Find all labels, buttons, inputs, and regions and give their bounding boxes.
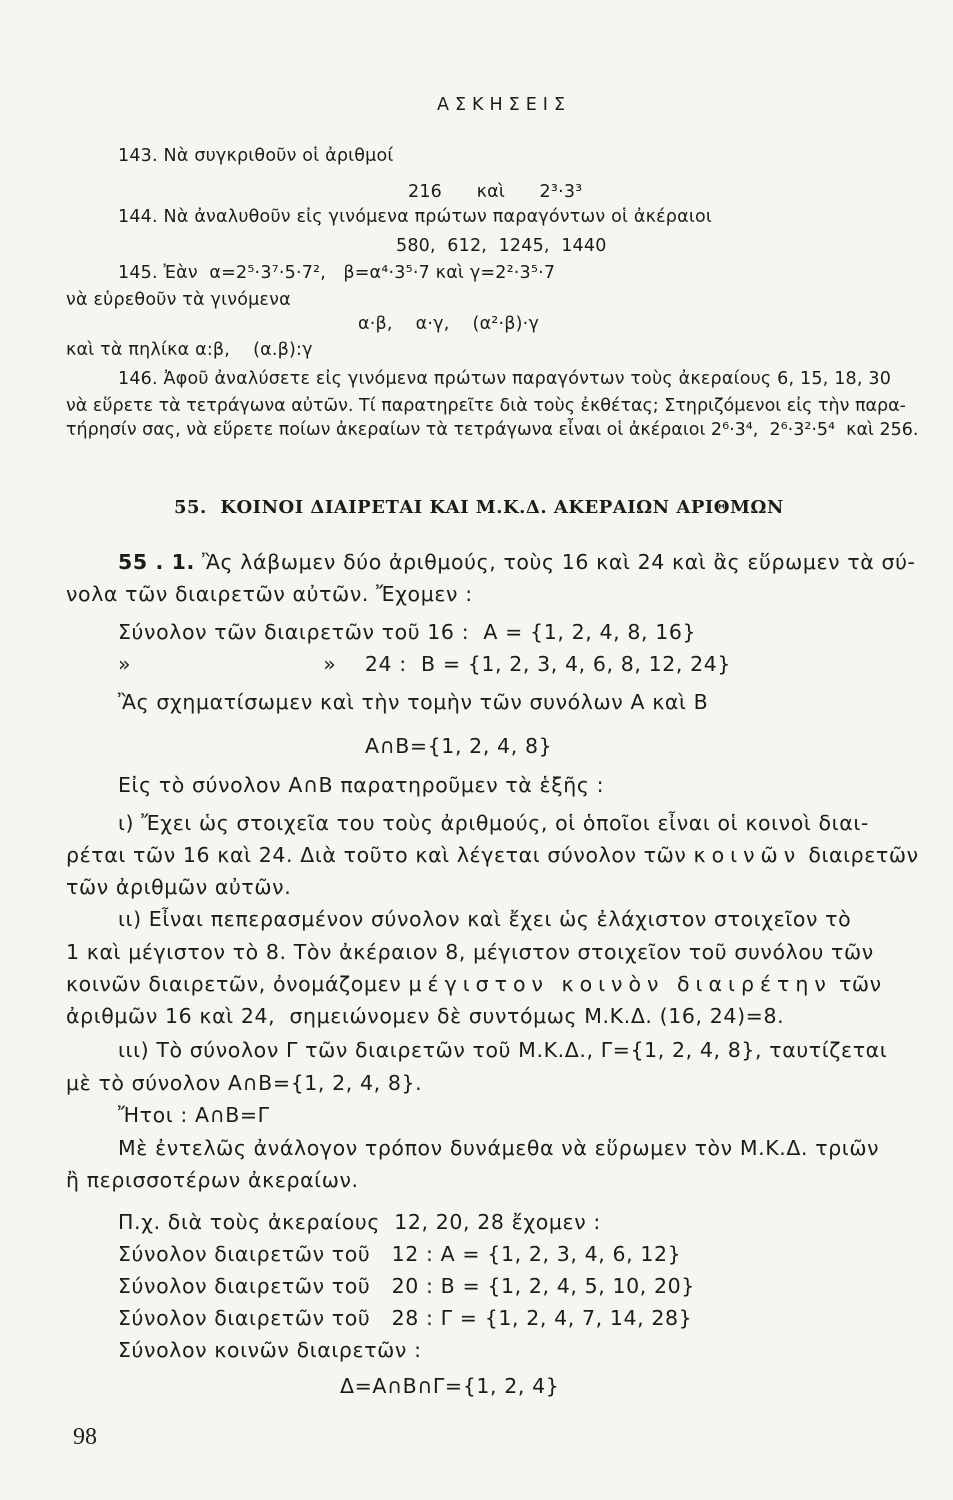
exercise-146-line1: 146. Ἀφοῦ ἀναλύσετε εἰς γινόμενα πρώτων παραγόντων τοὺς ἀκεραίους 6, 15, 18, 30 [118,369,892,389]
exercise-146-line3: τήρησίν σας, νὰ εὕρετε ποίων ἀκεραίων τὰ τετράγωνα εἶναι οἱ ἀκέραιοι 2⁶·3⁴, 2⁶·3²·5⁴ καὶ 256. [66,420,919,440]
item-1-line1: ι) Ἔχει ὡς στοιχεῖα του τοὺς ἀριθμούς, οἱ ὁποῖοι εἶναι οἱ κοινοὶ διαι- [118,811,869,835]
paragraph-intro-text: Ἂς λάβωμεν δύο ἀριθμούς, τοὺς 16 καὶ 24 καὶ ἂς εὕρωμεν τὰ σύ- [201,550,916,574]
section-heading: 55. ΚΟΙΝΟΙ ΔΙΑΙΡΕΤΑΙ ΚΑΙ Μ.Κ.Δ. ΑΚΕΡΑΙΩΝ ΑΡΙΘΜΩΝ [174,497,784,518]
item-1-line3: τῶν ἀριθμῶν αὐτῶν. [66,875,292,899]
general-line2: ἢ περισσοτέρων ἀκεραίων. [66,1168,359,1192]
exercise-145-line2: νὰ εὑρεθοῦν τὰ γινόμενα [66,290,291,310]
common-divisors-set: Δ=Α∩Β∩Γ={1, 2, 4} [340,1374,560,1398]
general-line1: Μὲ ἐντελῶς ἀνάλογον τρόπον δυνάμεθα νὰ εὕρωμεν τὸν Μ.Κ.Δ. τριῶν [118,1136,880,1160]
exercise-143-text: 143. Νὰ συγκριθοῦν οἱ ἀριθμοί [118,146,394,166]
exercise-146-line2: νὰ εὕρετε τὰ τετράγωνα αὐτῶν. Τί παρατηρεῖτε διὰ τοὺς ἐκθέτας; Στηριζόμενοι εἰς τὴν παρα- [66,396,906,416]
page-number: 98 [73,1424,97,1450]
exercise-145-line3: καὶ τὰ πηλίκα α:β, (α.β):γ [66,340,313,360]
item-2-line3-text: κοινῶν διαιρετῶν, ὀνομάζομεν [66,972,402,996]
common-term-spaced: κοινῶν [693,843,802,867]
exercise-144-text: 144. Νὰ ἀναλυθοῦν εἰς γινόμενα πρώτων παραγόντων οἱ ἀκέραιοι [118,207,712,227]
conclusion: Ἤτοι : Α∩Β=Γ [118,1103,270,1127]
paragraph-intro-line2: νολα τῶν διαιρετῶν αὐτῶν. Ἔχομεν : [66,582,473,606]
gcd-term-spaced: μέγιστον κοινὸν διαιρέτην [408,972,832,996]
item-2-line1: ιι) Εἶναι πεπερασμένον σύνολον καὶ ἔχει ὡς ἐλάχιστον στοιχεῖον τὸ [118,907,852,931]
item-2-line3-end: τῶν [838,972,882,996]
divisors-set-16: Σύνολον τῶν διαιρετῶν τοῦ 16 : Α = {1, 2, 4, 8, 16} [118,620,697,644]
paragraph-intro-line1 [118,550,916,574]
common-divisors-label: Σύνολον κοινῶν διαιρετῶν : [118,1338,422,1362]
item-3-line1: ιιι) Τὸ σύνολον Γ τῶν διαιρετῶν τοῦ Μ.Κ.Δ., Γ={1, 2, 4, 8}, ταυτίζεται [118,1038,888,1062]
divisors-set-20: Σύνολον διαιρετῶν τοῦ 20 : Β = {1, 2, 4, 5, 10, 20} [118,1274,695,1298]
item-1-line2-end: διαιρετῶν [808,843,919,867]
item-2-line3 [66,972,882,996]
divisors-set-28: Σύνολον διαιρετῶν τοῦ 28 : Γ = {1, 2, 4, 7, 14, 28} [118,1306,693,1330]
item-2-line2: 1 καὶ μέγιστον τὸ 8. Τὸν ἀκέραιον 8, μέγιστον στοιχεῖον τοῦ συνόλου τῶν [66,940,874,964]
divisors-set-24: » » 24 : Β = {1, 2, 3, 4, 6, 8, 12, 24} [118,652,732,676]
paragraph-number: 55 . 1. [118,550,195,574]
divisors-set-12: Σύνολον διαιρετῶν τοῦ 12 : Α = {1, 2, 3, 4, 6, 12} [118,1242,682,1266]
example-intro: Π.χ. διὰ τοὺς ἀκεραίους 12, 20, 28 ἔχομεν : [118,1210,601,1234]
observation-intro: Εἰς τὸ σύνολον Α∩Β παρατηροῦμεν τὰ ἑξῆς : [118,773,605,797]
exercise-143-expression: 216 καὶ 2³·3³ [408,182,583,202]
item-3-line2: μὲ τὸ σύνολον Α∩Β={1, 2, 4, 8}. [66,1071,423,1095]
exercise-145-line1: 145. Ἐὰν α=2⁵·3⁷·5·7², β=α⁴·3⁵·7 καὶ γ=2²·3⁵·7 [118,263,556,283]
item-1-line2 [66,843,919,867]
item-2-line4: ἀριθμῶν 16 καὶ 24, σημειώνομεν δὲ συντόμως Μ.Κ.Δ. (16, 24)=8. [66,1004,785,1028]
intersection-intro: Ἂς σχηματίσωμεν καὶ τὴν τομὴν τῶν συνόλων Α καὶ Β [118,690,709,714]
exercise-144-values: 580, 612, 1245, 1440 [396,236,607,256]
intersection-result: Α∩Β={1, 2, 4, 8} [365,734,553,758]
item-1-line2-text: ρέται τῶν 16 καὶ 24. Διὰ τοῦτο καὶ λέγεται σύνολον τῶν [66,843,687,867]
exercises-title: ΑΣΚΗΣΕΙΣ [437,95,571,115]
exercise-145-products: α·β, α·γ, (α²·β)·γ [358,314,540,334]
